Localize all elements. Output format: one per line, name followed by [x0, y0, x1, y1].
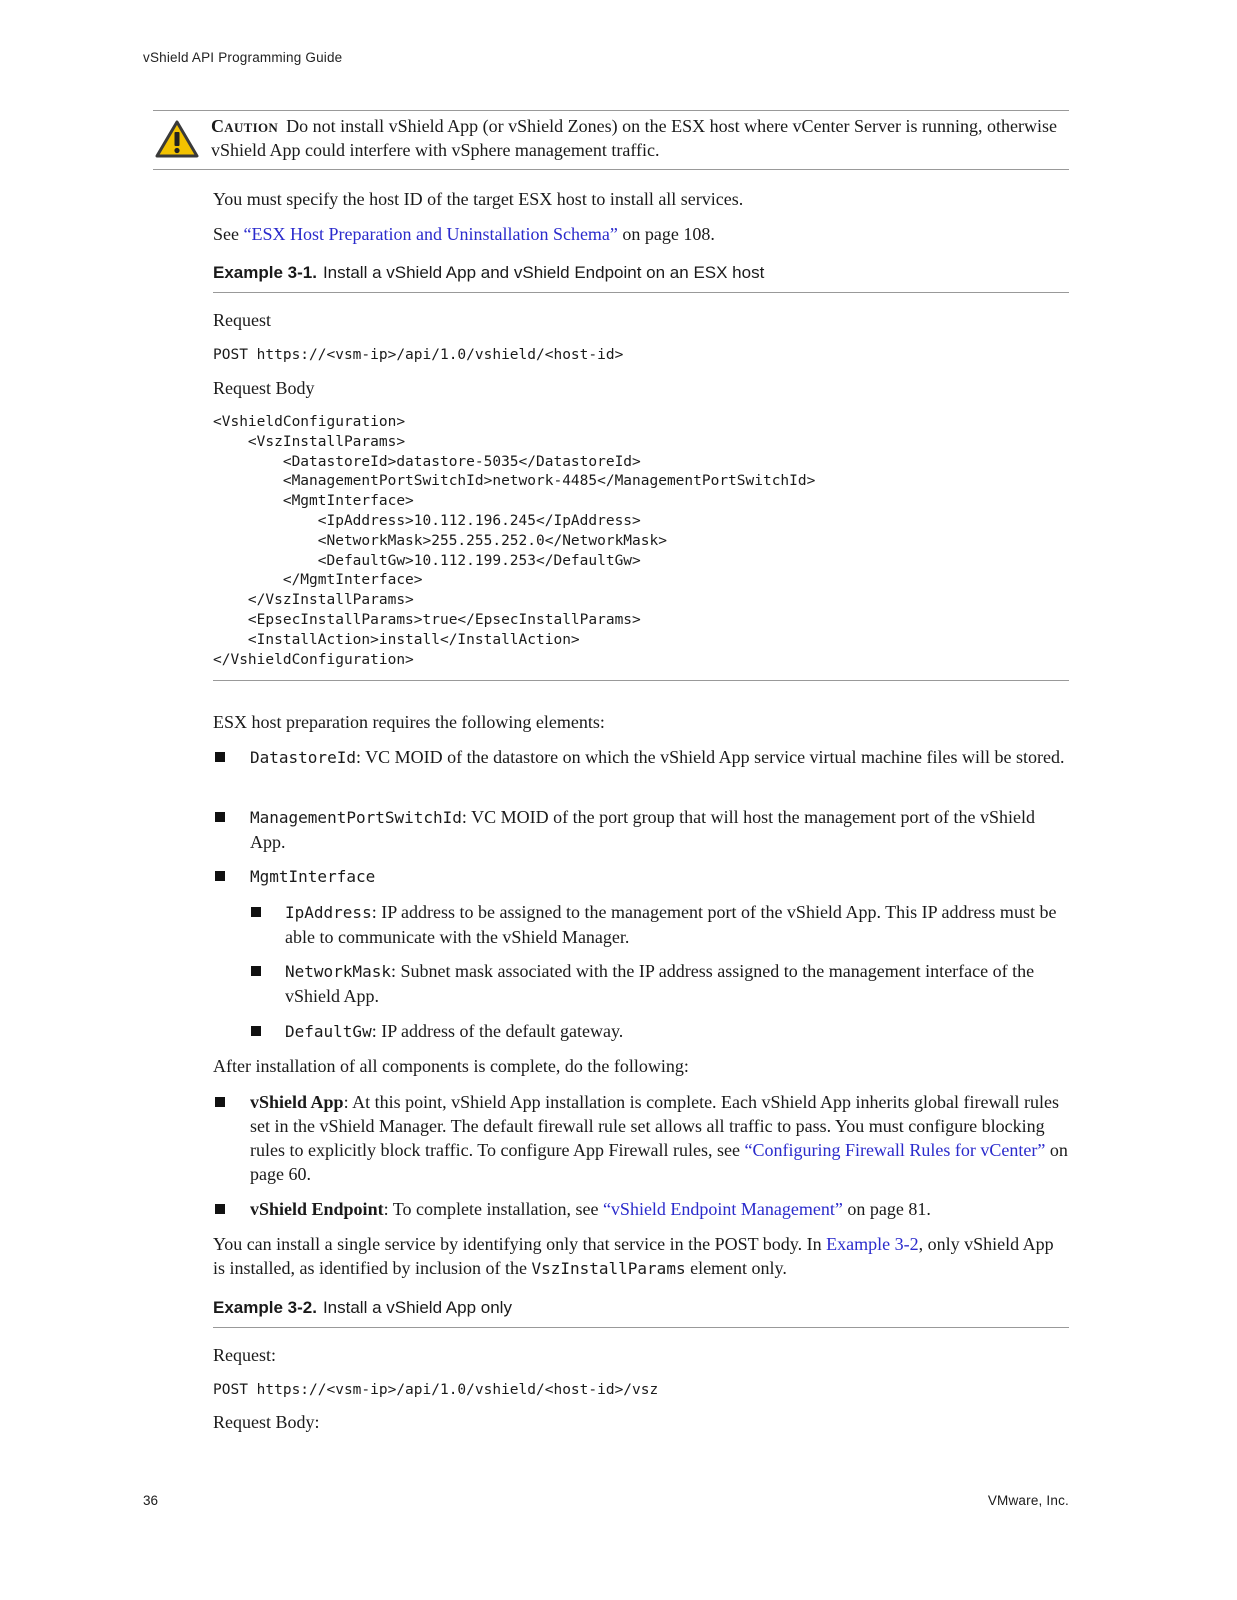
- caution-box: [153, 110, 1069, 170]
- warning-triangle-icon: [155, 119, 199, 159]
- bullet-marker: [215, 812, 225, 822]
- see-schema-paragraph: [213, 222, 1069, 246]
- see-suffix: on page 108.: [617, 224, 715, 244]
- see-prefix: See: [213, 224, 244, 244]
- caution-message: Do not install vShield App (or vShield Zones) on the ESX host where vCenter Server is running, otherwise vShield App could interfere with vSphere management traffic.: [211, 116, 1057, 160]
- single-text-3: element only.: [685, 1258, 787, 1278]
- example-1-request-label: Request: [213, 310, 271, 330]
- example-2-caption: Install a vShield App only: [322, 1298, 512, 1317]
- vshield-endpoint-suffix: on page 81.: [842, 1199, 931, 1219]
- example-2-number: Example 3-2.: [213, 1298, 317, 1317]
- bullet-marker: [215, 1204, 225, 1214]
- example-1-end-rule: [213, 680, 1069, 681]
- bullet-marker: [215, 752, 225, 762]
- bullet-marker: [215, 871, 225, 881]
- example-2-body-label: Request Body:: [213, 1412, 320, 1432]
- mgmt-interface-term: MgmtInterface: [250, 867, 376, 886]
- running-header: vShield API Programming Guide: [143, 50, 343, 65]
- default-gw-term: DefaultGw: [285, 1022, 372, 1041]
- example-1-caption: Install a vShield App and vShield Endpoint on an ESX host: [322, 263, 765, 282]
- schema-link[interactable]: “ESX Host Preparation and Uninstallation Schema”: [243, 224, 618, 244]
- single-text-1: You can install a single service by identifying only that service in the POST body. In: [213, 1234, 827, 1254]
- default-gw-desc: : IP address of the default gateway.: [371, 1021, 624, 1041]
- example-1-body-code: <VshieldConfiguration> <VszInstallParams> <DatastoreId>datastore-5035</DatastoreId> <ManagementPortSwitchId>network-4485</ManagementPortSwitchId> <MgmtInterface> <IpAddress>10.112.196.245</IpAddress> <NetworkMask>255.255.252.0</NetworkMask> <DefaultGw>10.112.199.253</DefaultGw> </MgmtInterface> </VszInstallParams> <EpsecInstallParams>true</EpsecInstallParams> <InstallAction>install</InstallAction> </VshieldConfiguration>: [213, 414, 816, 668]
- vsz-install-params-code: VszInstallParams: [531, 1259, 686, 1278]
- example-1-title: [213, 262, 1069, 293]
- endpoint-management-link[interactable]: “vShield Endpoint Management”: [602, 1199, 843, 1219]
- single-service-paragraph: [213, 1232, 1069, 1281]
- page-number: 36: [143, 1493, 159, 1508]
- elements-intro: ESX host preparation requires the following elements:: [213, 712, 605, 732]
- firewall-rules-link[interactable]: “Configuring Firewall Rules for vCenter”: [744, 1140, 1046, 1160]
- single-text-2: , only vShield App is installed, as identified by inclusion of the: [213, 1234, 1054, 1278]
- ip-address-term: IpAddress: [285, 903, 372, 922]
- example-1-body-label: Request Body: [213, 378, 315, 398]
- example-2-title: [213, 1297, 1069, 1328]
- network-mask-desc: : Subnet mask associated with the IP address assigned to the management interface of the vShield App.: [285, 961, 1035, 1006]
- vshield-app-term: vShield App: [250, 1092, 344, 1112]
- bullet-marker: [251, 1026, 261, 1036]
- bullet-marker: [251, 966, 261, 976]
- bullet-marker: [251, 907, 261, 917]
- host-id-paragraph: You must specify the host ID of the target ESX host to install all services.: [213, 189, 744, 209]
- caution-label: Caution: [211, 116, 279, 136]
- after-install-intro: After installation of all components is complete, do the following:: [213, 1056, 689, 1076]
- network-mask-term: NetworkMask: [285, 962, 391, 981]
- caution-text: [211, 114, 1061, 162]
- ip-address-desc: : IP address to be assigned to the management port of the vShield App. This IP address must be able to communicate with the vShield Manager.: [285, 902, 1057, 947]
- management-port-switch-id-term: ManagementPortSwitchId: [250, 808, 462, 827]
- datastore-id-term: DatastoreId: [250, 748, 356, 767]
- example-2-request-label: Request:: [213, 1345, 276, 1365]
- management-port-switch-id-desc: : VC MOID of the port group that will host the management port of the vShield App.: [250, 807, 1036, 852]
- footer-company: VMware, Inc.: [987, 1493, 1069, 1508]
- example-2-request-line: POST https://<vsm-ip>/api/1.0/vshield/<host-id>/vsz: [213, 1382, 659, 1398]
- example-1-request-line: POST https://<vsm-ip>/api/1.0/vshield/<host-id>: [213, 347, 624, 363]
- example-3-2-link[interactable]: Example 3-2: [826, 1234, 919, 1254]
- vshield-endpoint-desc: : To complete installation, see: [383, 1199, 603, 1219]
- vshield-app-desc: : At this point, vShield App installation is complete. Each vShield App inherits global firewall rules set in the vShield Manager. The default firewall rule set allows all traffic to pass. You must configure blocking rules to explicitly block traffic. To configure App Firewall rules, see: [250, 1092, 1059, 1160]
- example-1-number: Example 3-1.: [213, 263, 317, 282]
- vshield-app-suffix: on page 60.: [250, 1140, 1068, 1184]
- bullet-marker: [215, 1097, 225, 1107]
- vshield-endpoint-term: vShield Endpoint: [250, 1199, 384, 1219]
- datastore-id-desc: : VC MOID of the datastore on which the vShield App service virtual machine files will be stored.: [355, 747, 1065, 767]
